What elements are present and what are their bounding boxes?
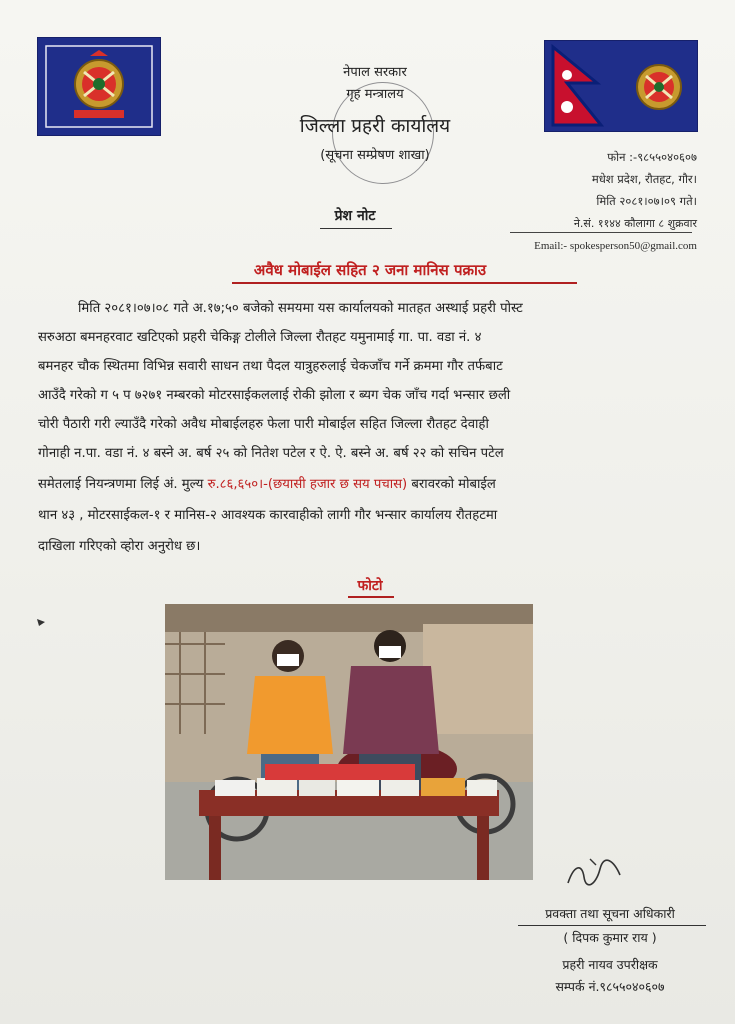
divider	[510, 232, 692, 233]
amount-highlight: रु.८६,६५०।-(छयासी हजार छ सय पचास)	[207, 477, 408, 492]
signatory-rank: प्रहरी नायव उपरीक्षक	[562, 957, 658, 972]
signatory-contact: सम्पर्क नं.९८५५०४०६०७	[555, 979, 665, 994]
body-line: चोरी पैठारी गरी ल्याउँदै गरेको अवैध मोबाईलहरु फेला पारी मोबाईल सहित जिल्ला रौतहट देवाही	[38, 417, 489, 432]
signature-icon	[560, 855, 630, 895]
contact-address: मधेश प्रदेश, रौतहट, गौर।	[591, 172, 697, 186]
mark-icon	[37, 612, 47, 622]
nepal-sambat-date: ने.सं. ११४४ कौलागा ८ शुक्रवार	[573, 217, 697, 230]
press-note-title: प्रेश नोट	[334, 208, 376, 224]
nepal-flag-icon	[545, 41, 697, 131]
body-line: दाखिला गरिएको व्होरा अनुरोध छ।	[38, 539, 201, 554]
ministry-title: गृह मन्त्रालय	[346, 87, 404, 102]
body-line: आउँदै गरेको ग ५ प ७२७१ नम्बरको मोटरसाईकललाई रोकी झोला र ब्यग चेक जाँच गर्दा भन्सार छली	[38, 388, 511, 403]
body-line: गोनाही न.पा. वडा नं. ४ बस्ने अ. बर्ष २५ को नितेश पटेल र ऐ. ऐ. बस्ने अ. बर्ष २२ को सचिन पटेल	[38, 446, 504, 461]
photo-image	[165, 604, 533, 880]
govt-title: नेपाल सरकार	[343, 65, 407, 80]
body-line: थान ४३ , मोटरसाईकल-१ र मानिस-२ आवश्यक कारवाहीको लागी गौर भन्सार कार्यालय रौतहटमा	[38, 508, 498, 523]
body-line: मिति २०८१।०७।०८ गते अ.१७;५० बजेको समयमा यस कार्यालयको मातहत अस्थाई प्रहरी पोस्ट	[78, 301, 523, 316]
divider	[518, 925, 706, 926]
signatory-name: ( दिपक कुमार राय )	[563, 930, 657, 945]
body-text: समेतलाई नियन्त्रणमा लिई अं. मुल्य	[38, 477, 208, 492]
police-badge-icon	[38, 38, 160, 135]
body-line: सरुअठा बमनहरवाट खटिएको प्रहरी चेकिङ्ग टोलीले जिल्ला रौतहट यमुनामाई गा. पा. वडा नं. ४	[38, 330, 482, 345]
body-line: बमनहर चौक स्थितमा विभिन्न सवारी साधन तथा पैदल यात्रुहरुलाई चेकजाँच गर्ने क्रममा गौर तर्फबाट	[38, 359, 503, 374]
photo-label: फोटो	[357, 578, 383, 594]
divider	[320, 228, 392, 229]
contact-email: Email:- spokesperson50@gmail.com	[534, 240, 697, 252]
issue-date: मिति २०८१।०७।०९ गते।	[596, 194, 697, 208]
branch-title: (सूचना सम्प्रेषण शाखा)	[320, 148, 430, 163]
headline: अवैध मोबाईल सहित २ जना मानिस पक्राउ	[253, 261, 487, 279]
police-emblem-left	[37, 37, 161, 136]
flag-emblem-right	[544, 40, 698, 132]
divider	[232, 282, 577, 284]
contact-phone: फोन :-९८५५०४०६०७	[607, 150, 697, 164]
evidence-photo	[165, 604, 533, 880]
body-text: बरावरको मोबाईल	[407, 477, 496, 492]
body-line	[38, 474, 698, 492]
office-title: जिल्ला प्रहरी कार्यालय	[299, 115, 451, 137]
divider	[348, 596, 394, 598]
signatory-title: प्रवक्ता तथा सूचना अधिकारी	[545, 906, 675, 921]
